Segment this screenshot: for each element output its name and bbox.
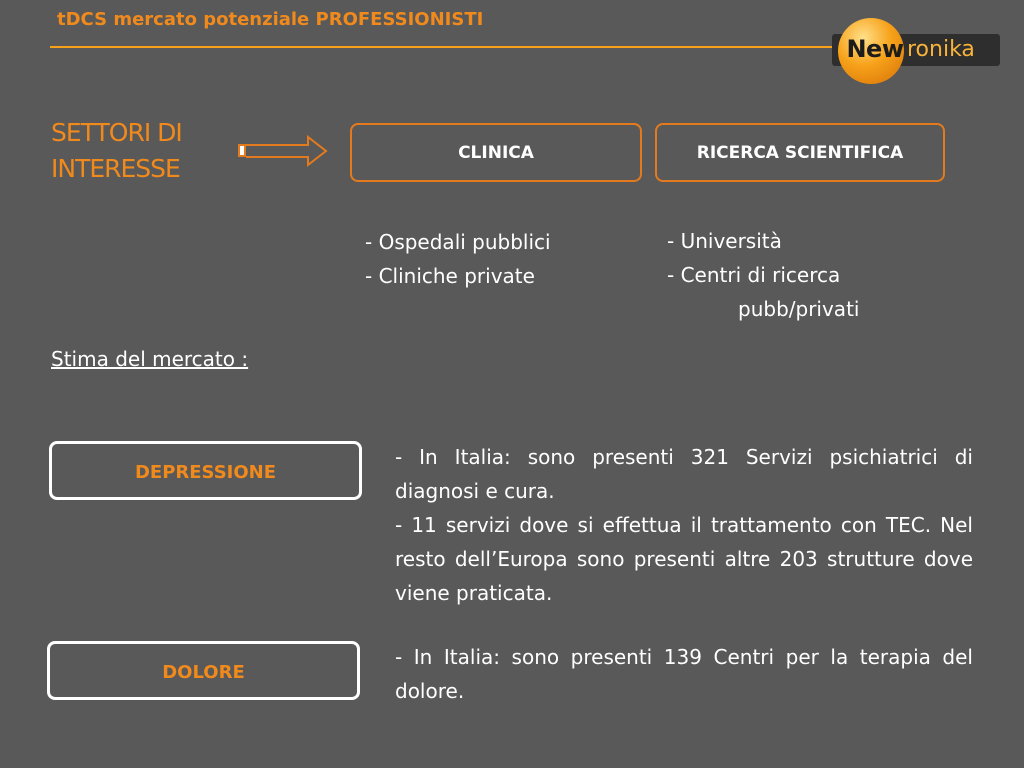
list-item: - Centri di ricerca [667, 263, 841, 287]
ricerca-scientifica-label: RICERCA SCIENTIFICA [696, 143, 904, 163]
list-item: - Ospedali pubblici [365, 230, 551, 254]
dolore-description [395, 640, 973, 708]
stima-mercato-label: Stima del mercato : [51, 347, 249, 371]
list-item: pubb/privati [738, 297, 860, 321]
list-item: - Cliniche private [365, 264, 535, 288]
paragraph-line: - In Italia: sono presenti 139 Centri per la terapia del dolore. [395, 645, 973, 703]
newronika-logo [832, 18, 1000, 84]
slide-title: tDCS mercato potenziale PROFESSIONISTI [57, 9, 484, 30]
list-item: - Università [667, 229, 782, 253]
ricerca-scientifica-box [655, 123, 945, 182]
logo-text-new: New [846, 35, 904, 63]
paragraph-line: - 11 servizi dove si effettua il trattamento con TEC. Nel resto dell’Europa sono presenti altre 203 strutture dove viene praticata. [395, 513, 973, 605]
paragraph-line: - In Italia: sono presenti 321 Servizi psichiatrici di diagnosi e cura. [395, 445, 973, 503]
header-divider [50, 46, 845, 48]
logo-text-ronika: ronika [907, 37, 975, 62]
settori-heading [51, 115, 221, 187]
ricerca-list [667, 224, 859, 326]
dolore-box [47, 641, 360, 700]
dolore-label: DOLORE [162, 662, 245, 683]
depressione-description [395, 440, 973, 610]
settori-heading-line2: INTERESSE [51, 154, 180, 183]
settori-heading-line1: SETTORI DI [51, 118, 182, 147]
clinica-box [350, 123, 642, 182]
depressione-label: DEPRESSIONE [134, 462, 277, 483]
depressione-box [49, 441, 362, 500]
clinica-label: CLINICA [458, 143, 534, 163]
right-arrow-icon [238, 135, 330, 169]
clinica-list [365, 225, 551, 293]
